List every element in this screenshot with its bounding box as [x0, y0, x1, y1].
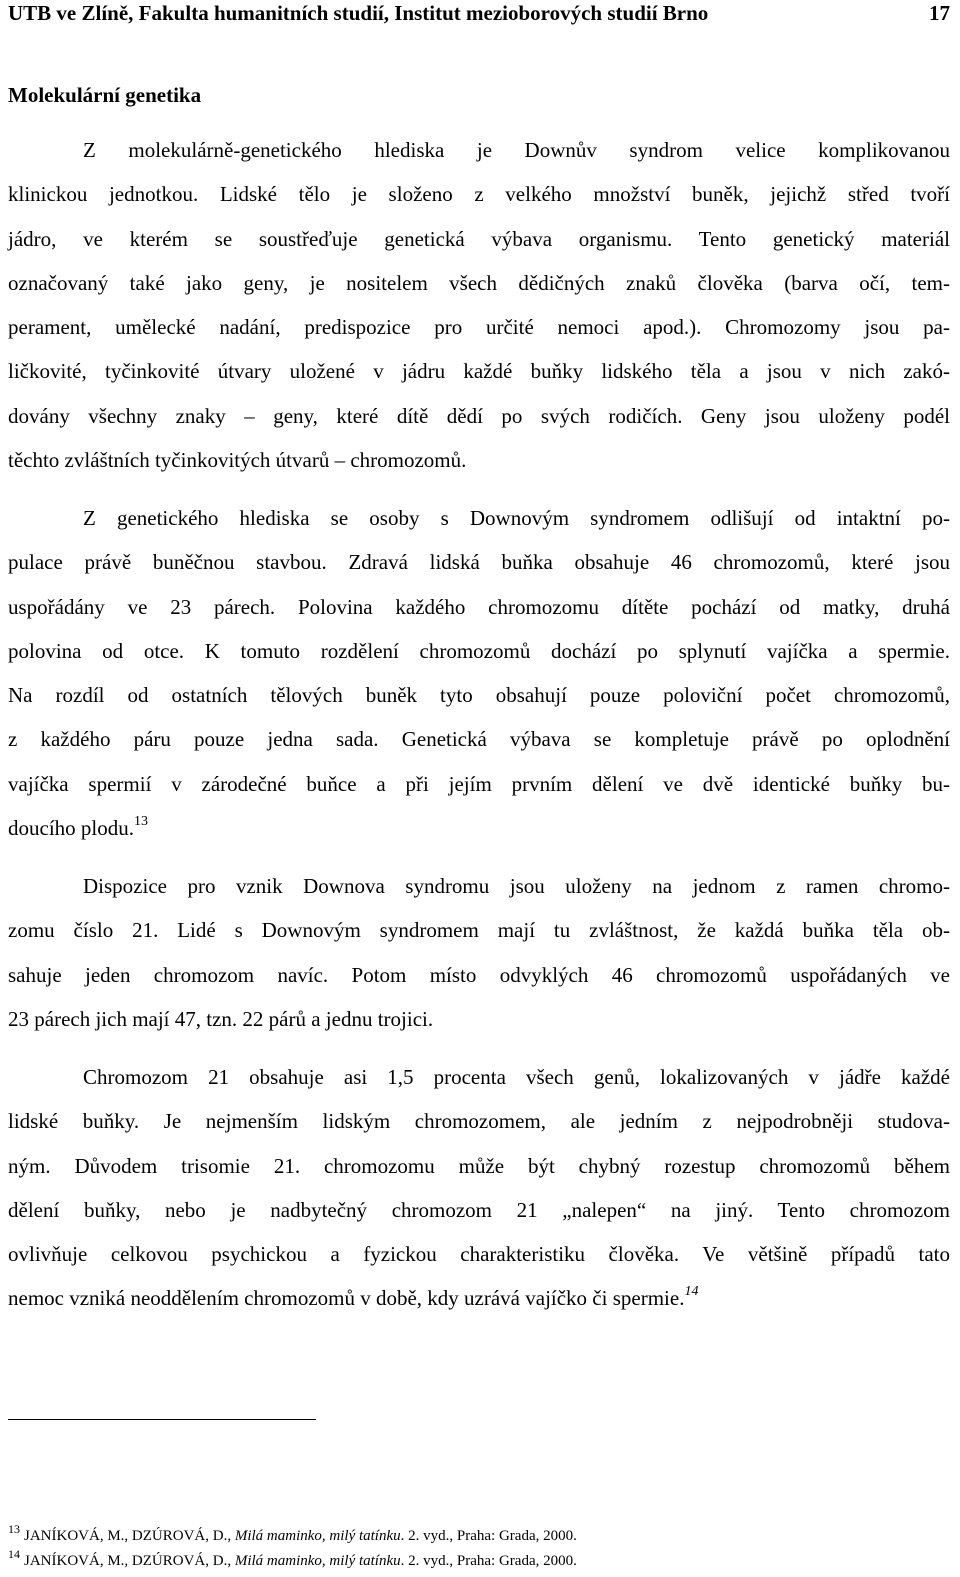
chapter-title: Molekulární genetika [8, 83, 202, 107]
footnote-book-title: Milá maminko, milý tatínku [234, 1553, 401, 1569]
text-line [8, 1276, 950, 1320]
paragraph-1 [8, 128, 950, 482]
paragraph-3 [8, 864, 950, 1041]
text-line: těchto zvláštních tyčinkovitých útvarů – chromozomů. [8, 448, 467, 473]
footnote-authors: JANÍKOVÁ, M., DZÚROVÁ, D., [24, 1528, 235, 1544]
text-line: klinickou jednotkou. Lidské tělo je složeno z velkého množství buněk, jejichž střed tvoří [8, 182, 950, 207]
text-line: dělení buňky, nebo je nadbytečný chromozom 21 „nalepen“ na jiný. Tento chromozom [8, 1197, 950, 1222]
footnote-publication: . 2. vyd., Praha: Grada, 2000. [400, 1528, 577, 1544]
text-line: dovány všechny znaky – geny, které dítě dědí po svých rodičích. Geny jsou uloženy podél [8, 403, 950, 428]
footnote-number: 13 [8, 1522, 20, 1536]
text-line: Z genetického hlediska se osoby s Downovým syndromem odlišují od intaktní po- [83, 506, 950, 530]
footnote-book-title: Milá maminko, milý tatínku [234, 1528, 401, 1544]
footnote-authors: JANÍKOVÁ, M., DZÚROVÁ, D., [24, 1553, 235, 1569]
text-line: polovina od otce. K tomuto rozdělení chromozomů dochází po splynutí vajíčka a spermie. [8, 638, 950, 663]
text-fragment: nemoc vzniká neoddělením chromozomů v době, kdy uzrává vajíčko či spermie. [8, 1286, 685, 1311]
text-line: lidské buňky. Je nejmenším lidským chromozomem, ale jedním z nejpodrobněji studova- [8, 1109, 950, 1134]
paragraph-4 [8, 1055, 950, 1321]
text-line: 23 párech jich mají 47, tzn. 22 párů a jednu trojici. [8, 1006, 434, 1031]
text-fragment: doucího plodu. [8, 816, 134, 841]
footnote-14 [8, 1545, 577, 1570]
text-line: Chromozom 21 obsahuje asi 1,5 procenta všech genů, lokalizovaných v jádře každé [83, 1065, 950, 1089]
footnote-13 [8, 1520, 577, 1545]
text-line [8, 806, 950, 850]
footnote-ref[interactable]: 13 [134, 814, 148, 830]
footnote-publication: . 2. vyd., Praha: Grada, 2000. [400, 1553, 577, 1569]
text-line: Z molekulárně-genetického hlediska je Downův syndrom velice komplikovanou [83, 138, 950, 162]
text-line: ličkovité, tyčinkovité útvary uložené v jádru každé buňky lidského těla a jsou v nich zakó- [8, 359, 950, 384]
text-line: označovaný také jako geny, je nositelem všech dědičných znaků člověka (barva očí, tem- [8, 270, 950, 295]
text-line: Dispozice pro vznik Downova syndromu jsou uloženy na jednom z ramen chromo- [83, 874, 950, 898]
header-title: UTB ve Zlíně, Fakulta humanitních studií, Institut mezioborových studií Brno [8, 1, 709, 25]
text-line: jádro, ve kterém se soustřeďuje genetická výbava organismu. Tento genetický materiál [8, 226, 950, 251]
text-line: Na rozdíl od ostatních tělových buněk tyto obsahují pouze poloviční počet chromozomů, [8, 683, 950, 708]
text-line: ovlivňuje celkovou psychickou a fyzickou charakteristiku člověka. Ve většině případů tato [8, 1242, 950, 1267]
text-line: pulace právě buněčnou stavbou. Zdravá lidská buňka obsahuje 46 chromozomů, které jsou [8, 550, 950, 575]
text-line: vajíčka spermií v zárodečné buňce a při jejím prvním dělení ve dvě identické buňky bu- [8, 771, 950, 796]
text-line: ným. Důvodem trisomie 21. chromozomu může být chybný rozestup chromozomů během [8, 1153, 950, 1178]
text-line: sahuje jeden chromozom navíc. Potom místo odvyklých 46 chromozomů uspořádaných ve [8, 962, 950, 987]
text-line: zomu číslo 21. Lidé s Downovým syndromem mají tu zvláštnost, že každá buňka těla ob- [8, 918, 950, 943]
footnote-separator [8, 1419, 316, 1420]
text-line: perament, umělecké nadání, predispozice pro určité nemoci apod.). Chromozomy jsou pa- [8, 315, 950, 340]
paragraph-2 [8, 496, 950, 850]
footnote-ref[interactable]: 14 [684, 1284, 699, 1300]
page-number: 17 [929, 1, 950, 25]
text-line: uspořádány ve 23 párech. Polovina každého chromozomu dítěte pochází od matky, druhá [8, 594, 950, 619]
text-line: z každého páru pouze jedna sada. Genetická výbava se kompletuje právě po oplodnění [8, 727, 950, 752]
footnote-number: 14 [8, 1547, 20, 1561]
running-header [8, 0, 950, 26]
